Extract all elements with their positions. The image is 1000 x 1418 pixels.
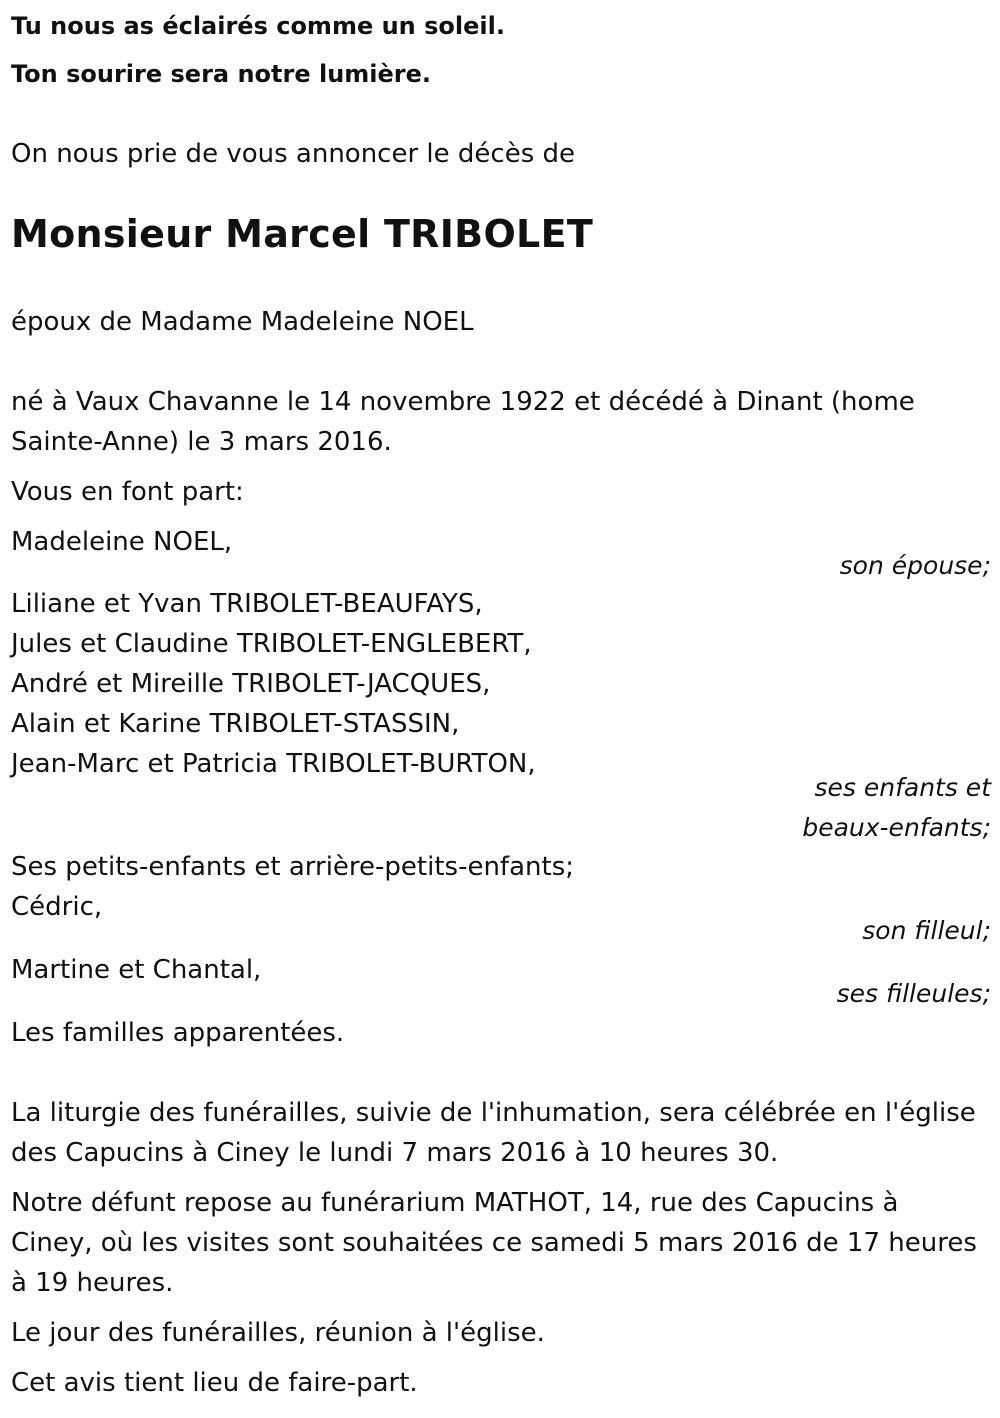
visitation-line-3: à 19 heures. <box>11 1268 174 1298</box>
birth-death-line-1: né à Vaux Chavanne le 14 novembre 1922 et décédé à Dinant (home <box>11 387 915 417</box>
family-spouse-name: Madeleine NOEL, <box>11 527 233 557</box>
funeral-line-1: La liturgie des funérailles, suivie de l'inhumation, sera célébrée en l'église <box>11 1098 976 1128</box>
birth-death-line-2: Sainte-Anne) le 3 mars 2016. <box>11 427 392 457</box>
goddaughters-name: Martine et Chantal, <box>11 955 262 985</box>
verse-line-1: Tu nous as éclairés comme un soleil. <box>11 12 505 40</box>
goddaughters-role: ses filleules; <box>836 979 991 1008</box>
child-couple: Liliane et Yvan TRIBOLET-BEAUFAYS, <box>11 589 483 619</box>
meeting-text: Le jour des funérailles, réunion à l'église. <box>11 1318 545 1348</box>
intro-text: On nous prie de vous annoncer le décès de <box>11 139 576 169</box>
child-couple: Alain et Karine TRIBOLET-STASSIN, <box>11 709 460 739</box>
closing-text: Cet avis tient lieu de faire-part. <box>11 1368 418 1398</box>
children-role-line-1: ses enfants et <box>814 773 991 802</box>
relatives-text: Les familles apparentées. <box>11 1018 345 1048</box>
children-role-line-2: beaux-enfants; <box>802 813 991 842</box>
visitation-line-2: Ciney, où les visites sont souhaitées ce samedi 5 mars 2016 de 17 heures <box>11 1228 977 1258</box>
spouse-line: époux de Madame Madeleine NOEL <box>11 307 474 337</box>
funeral-line-2: des Capucins à Ciney le lundi 7 mars 2016 à 10 heures 30. <box>11 1138 779 1168</box>
godson-name: Cédric, <box>11 892 103 922</box>
godson-role: son filleul; <box>862 916 991 945</box>
child-couple: André et Mireille TRIBOLET-JACQUES, <box>11 669 491 699</box>
verse-line-2: Ton sourire sera notre lumière. <box>11 60 432 88</box>
family-spouse-role: son épouse; <box>839 551 991 580</box>
child-couple: Jean-Marc et Patricia TRIBOLET-BURTON, <box>11 749 536 779</box>
visitation-line-1: Notre défunt repose au funérarium MATHOT, 14, rue des Capucins à <box>11 1188 899 1218</box>
grandchildren-text: Ses petits-enfants et arrière-petits-enfants; <box>11 852 574 882</box>
deceased-name: Monsieur Marcel TRIBOLET <box>11 212 594 256</box>
announce-text: Vous en font part: <box>11 477 244 507</box>
child-couple: Jules et Claudine TRIBOLET-ENGLEBERT, <box>11 629 532 659</box>
